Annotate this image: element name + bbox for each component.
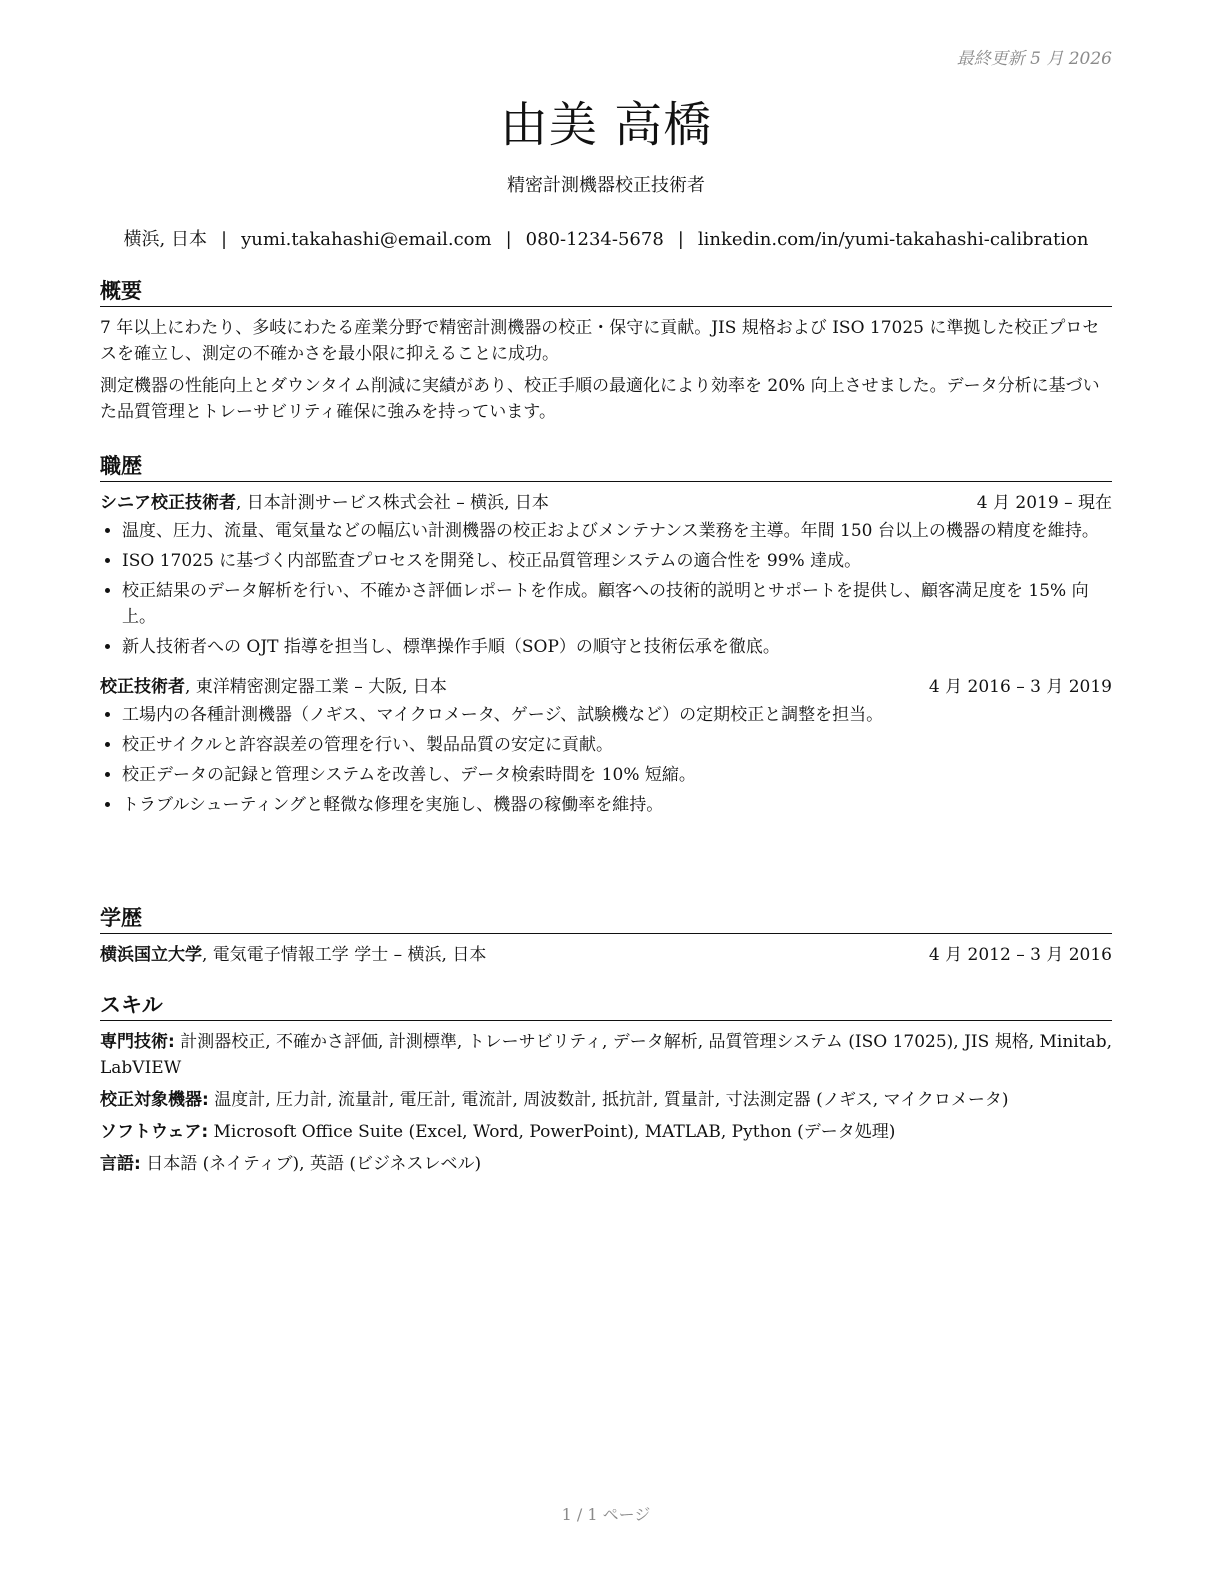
- section-title-skills: スキル: [100, 992, 1112, 1021]
- contact-email[interactable]: yumi.takahashi@email.com: [241, 229, 492, 250]
- skill-label: ソフトウェア:: [100, 1122, 209, 1142]
- job-bullets: [100, 702, 1112, 818]
- education-entry: [100, 942, 1112, 968]
- summary-paragraph: 7 年以上にわたり、多岐にわたる産業分野で精密計測機器の校正・保守に貢献。JIS 規格および ISO 17025 に準拠した校正プロセスを確立し、測定の不確かさを最小限に抑えることに成功。: [100, 318, 1100, 364]
- job-bullet: • ISO 17025 に基づく内部監査プロセスを開発し、校正品質管理システムの適合性を 99% 達成。: [122, 548, 1112, 574]
- education-dates: 4 月 2012 – 3 月 2016: [928, 945, 1112, 965]
- skill-value: 温度計, 圧力計, 流量計, 電圧計, 電流計, 周波数計, 抵抗計, 質量計, 寸法測定器 (ノギス, マイクロメータ): [208, 1090, 1009, 1110]
- skill-line: [100, 1029, 1112, 1081]
- summary-section: [100, 278, 1112, 431]
- skill-label: 専門技術:: [100, 1032, 175, 1052]
- contact-separator: |: [505, 229, 512, 250]
- contact-linkedin[interactable]: linkedin.com/in/yumi-takahashi-calibration: [697, 229, 1089, 250]
- job-bullet: • 工場内の各種計測機器（ノギス、マイクロメータ、ゲージ、試験機など）の定期校正と調整を担当。: [122, 702, 1112, 728]
- contact-line: [100, 225, 1112, 251]
- skill-label: 校正対象機器:: [100, 1090, 209, 1110]
- job-entry: [100, 674, 1112, 818]
- page-footer: 1 / 1 ページ: [561, 1505, 651, 1524]
- skill-value: Microsoft Office Suite (Excel, Word, PowerPoint), MATLAB, Python (データ処理): [208, 1122, 896, 1142]
- job-dates: 4 月 2016 – 3 月 2019: [928, 677, 1112, 697]
- contact-location: 横浜, 日本: [123, 229, 207, 250]
- section-title-experience: 職歴: [100, 453, 1112, 482]
- contact-separator: |: [677, 229, 684, 250]
- summary-paragraph: 測定機器の性能向上とダウンタイム削減に実績があり、校正手順の最適化により効率を 20% 向上させました。データ分析に基づいた品質管理とトレーサビリティ確保に強みを持っています。: [100, 376, 1100, 422]
- job-bullets: [100, 518, 1112, 660]
- education-degree: , 電気電子情報工学 学士 – 横浜, 日本: [202, 945, 487, 965]
- skill-line: [100, 1119, 1112, 1145]
- job-bullet: • 温度、圧力、流量、電気量などの幅広い計測機器の校正およびメンテナンス業務を主導。年間 150 台以上の機器の精度を維持。: [122, 518, 1112, 544]
- job-org: , 日本計測サービス株式会社 – 横浜, 日本: [236, 493, 549, 513]
- job-org: , 東洋精密測定器工業 – 大阪, 日本: [185, 677, 447, 697]
- job-title-line: [100, 490, 549, 516]
- job-dates: 4 月 2019 – 現在: [976, 493, 1112, 513]
- section-title-summary: 概要: [100, 278, 1112, 307]
- skill-line: [100, 1087, 1112, 1113]
- contact-separator: |: [220, 229, 228, 250]
- job-entry: [100, 490, 1112, 660]
- job-bullet: • 新人技術者への OJT 指導を担当し、標準操作手順（SOP）の順守と技術伝承を徹底。: [122, 634, 1112, 660]
- job-title-line: [100, 674, 447, 700]
- resume-page: [100, 0, 1112, 1584]
- education-section: [100, 905, 1112, 968]
- skills-section: [100, 992, 1112, 1183]
- job-bullet: • 校正データの記録と管理システムを改善し、データ検索時間を 10% 短縮。: [122, 762, 1112, 788]
- section-title-education: 学歴: [100, 905, 1112, 934]
- job-bullet: • トラブルシューティングと軽微な修理を実施し、機器の稼働率を維持。: [122, 792, 1112, 818]
- skill-value: 日本語 (ネイティブ), 英語 (ビジネスレベル): [140, 1154, 482, 1174]
- job-bullet: • 校正サイクルと許容誤差の管理を行い、製品品質の安定に貢献。: [122, 732, 1112, 758]
- headline: 精密計測機器校正技術者: [507, 175, 705, 196]
- contact-phone[interactable]: 080-1234-5678: [525, 229, 664, 250]
- job-role: 校正技術者: [100, 677, 185, 697]
- job-role: シニア校正技術者: [100, 493, 236, 513]
- job-bullet: • 校正結果のデータ解析を行い、不確かさ評価レポートを作成。顧客への技術的説明とサポートを提供し、顧客満足度を 15% 向上。: [122, 578, 1112, 630]
- education-title-line: [100, 942, 486, 968]
- education-school: 横浜国立大学: [100, 945, 202, 965]
- skill-label: 言語:: [100, 1154, 141, 1174]
- experience-section: [100, 453, 1112, 822]
- last-updated: 最終更新 5 月 2026: [956, 49, 1112, 69]
- skill-line: [100, 1151, 1112, 1177]
- person-name: 由美 高橋: [499, 97, 713, 153]
- skill-value: 計測器校正, 不確かさ評価, 計測標準, トレーサビリティ, データ解析, 品質管理システム (ISO 17025), JIS 規格, Minitab, LabVIEW: [100, 1032, 1112, 1078]
- job-header: [100, 490, 1112, 516]
- job-header: [100, 674, 1112, 700]
